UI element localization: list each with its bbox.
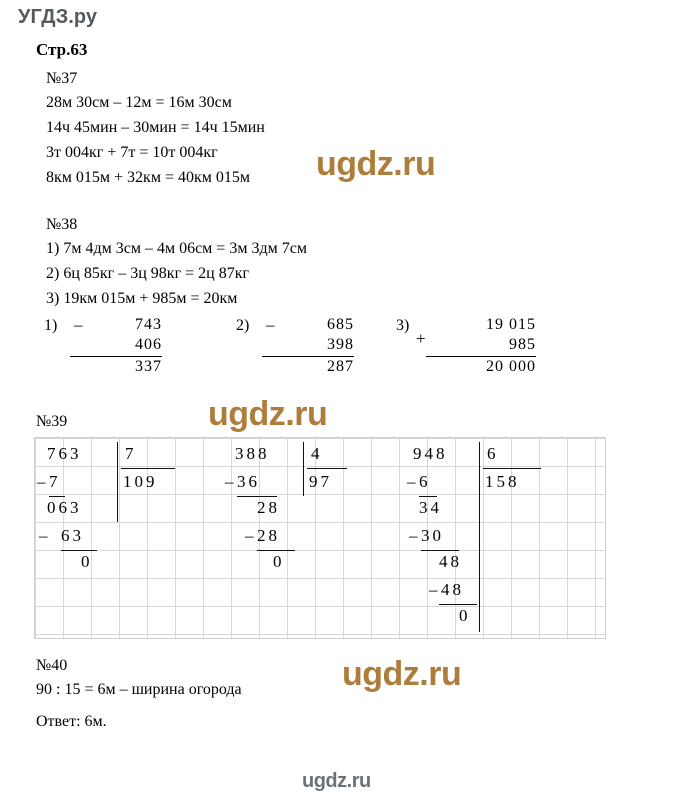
division-1-quotient: 109 — [123, 472, 158, 491]
division-2-dividend: 388 — [235, 444, 270, 463]
column-calc-3-label: 3) — [396, 317, 410, 334]
division-1-minus-1: – — [37, 472, 46, 491]
division-2-minus-1: – — [225, 472, 234, 491]
division-2-step-3: 28 — [257, 526, 280, 545]
column-calc-1-result: 337 — [135, 358, 162, 375]
division-1-step-1: 7 — [49, 472, 61, 491]
column-calc-1-top: 743 — [135, 316, 162, 333]
division-3-divisor: 6 — [487, 444, 499, 463]
task-38-line-2: 2) 6ц 85кг – 3ц 98кг = 2ц 87кг — [46, 265, 250, 282]
division-2-step-4: 0 — [273, 552, 285, 571]
division-2-step-1: 36 — [237, 472, 260, 491]
task-37-line-3: 3т 004кг + 7т = 10т 004кг — [46, 144, 218, 161]
task-40-answer: Ответ: 6м. — [36, 713, 107, 730]
column-calc-2-sign: – — [266, 315, 275, 334]
page-content — [34, 40, 646, 737]
task-38-line-3: 3) 19км 015м + 985м = 20км — [46, 290, 238, 307]
column-calc-3-sign: + — [416, 329, 426, 348]
division-3-dividend: 948 — [413, 444, 448, 463]
column-calc-1-sign: – — [74, 315, 83, 334]
page-label: Стр.63 — [36, 40, 88, 59]
site-logo: УГДЗ.ру — [18, 6, 97, 28]
division-1-rule-1 — [49, 496, 65, 497]
division-2-minus-2: – — [245, 526, 254, 545]
division-1-step-3: 63 — [61, 526, 84, 545]
task-39-grid — [34, 437, 606, 639]
division-1-divisor-rule — [121, 468, 175, 469]
division-3-step-1: 6 — [419, 472, 431, 491]
column-calc-1-bottom: 406 — [135, 336, 162, 353]
division-2-quotient: 97 — [309, 472, 332, 491]
division-3-step-2: 34 — [419, 498, 442, 517]
column-calc-3-bottom: 985 — [509, 336, 536, 353]
division-2-rule-1 — [237, 496, 277, 497]
task-37-line-2: 14ч 45мин – 30мин = 14ч 15мин — [46, 119, 265, 136]
division-1-step-4: 0 — [81, 552, 93, 571]
division-3-minus-1: – — [407, 472, 416, 491]
task-37-line-4: 8км 015м + 32км = 40км 015м — [46, 169, 250, 186]
column-calc-2-bottom: 398 — [327, 336, 354, 353]
division-1-dividend: 763 — [47, 444, 82, 463]
column-calc-3-top: 19 015 — [486, 316, 536, 333]
division-2-rule-2 — [257, 550, 295, 551]
task-37-line-1: 28м 30см – 12м = 16м 30см — [46, 94, 232, 111]
division-2-vline — [303, 442, 304, 496]
task-number-37: №37 — [46, 70, 78, 87]
division-3-rule-1 — [419, 496, 437, 497]
division-3-quotient: 158 — [485, 472, 520, 491]
division-1-vline — [117, 442, 118, 522]
division-3-minus-2: – — [409, 526, 418, 545]
column-calc-1-label: 1) — [44, 317, 58, 334]
task-number-38: №38 — [46, 216, 78, 233]
division-1-divisor: 7 — [125, 444, 137, 463]
task-38-line-1: 1) 7м 4дм 3см – 4м 06см = 3м 3дм 7см — [46, 240, 307, 257]
watermark-footer: ugdz.ru — [302, 770, 371, 792]
task-number-40: №40 — [36, 657, 68, 674]
division-3-step-3: 30 — [421, 526, 444, 545]
column-calc-2-label: 2) — [236, 317, 250, 334]
division-3-minus-3: – — [429, 580, 438, 599]
column-calc-3-result: 20 000 — [486, 358, 536, 375]
division-3-rule-2 — [421, 550, 459, 551]
division-3-step-5: 48 — [441, 580, 464, 599]
column-calc-2-top: 685 — [327, 316, 354, 333]
division-3-step-4: 48 — [439, 552, 462, 571]
division-1-rule-2 — [61, 550, 97, 551]
watermark-1: ugdz.ru — [316, 145, 436, 183]
division-1-minus-2: – — [39, 526, 48, 545]
division-2-divisor: 4 — [311, 444, 323, 463]
task-38-column-calculations — [40, 315, 646, 391]
task-40-solution: 90 : 15 = 6м – ширина огорода — [36, 681, 242, 698]
division-1-step-2: 063 — [47, 498, 82, 517]
division-3-step-6: 0 — [459, 606, 471, 625]
division-3-rule-3 — [439, 604, 477, 605]
task-number-39: №39 — [36, 413, 68, 430]
watermark-2: ugdz.ru — [208, 395, 328, 433]
watermark-3: ugdz.ru — [342, 655, 462, 693]
division-3-vline — [479, 442, 480, 632]
division-2-divisor-rule — [307, 468, 347, 469]
division-2-step-2: 28 — [257, 498, 280, 517]
column-calc-2-result: 287 — [327, 358, 354, 375]
division-3-divisor-rule — [483, 468, 541, 469]
